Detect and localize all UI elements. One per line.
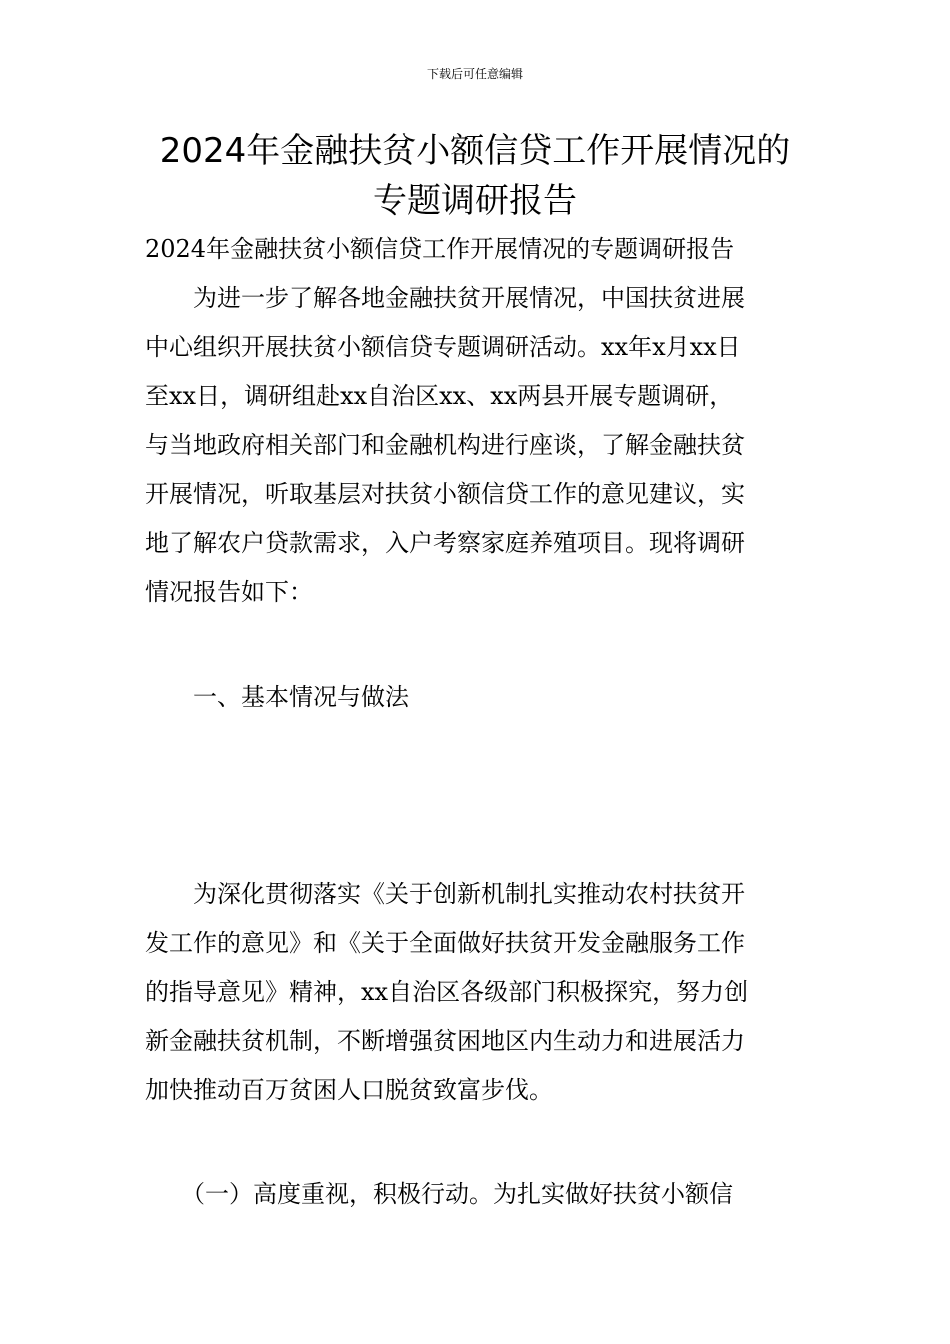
paragraph-line: 新金融扶贫机制，不断增强贫困地区内生动力和进展活力 — [145, 1027, 745, 1055]
paragraph-line: 至xx日，调研组赴xx自治区xx、xx两县开展专题调研， — [145, 382, 734, 410]
paragraph-line: （一）高度重视，积极行动。为扎实做好扶贫小额信 — [145, 1180, 733, 1208]
paragraph-line: 开展情况，听取基层对扶贫小额信贷工作的意见建议，实 — [145, 480, 745, 508]
paragraph-line: 的指导意见》精神，xx自治区各级部门积极探究，努力创 — [145, 978, 749, 1006]
document-title — [120, 126, 830, 226]
paragraph-line: 为进一步了解各地金融扶贫开展情况，中国扶贫进展 — [145, 284, 745, 312]
paragraph-line: 为深化贯彻落实《关于创新机制扎实推动农村扶贫开 — [145, 880, 745, 908]
document-title-line: 专题调研报告 — [373, 181, 577, 221]
subtitle-line: 2024年金融扶贫小额信贷工作开展情况的专题调研报告 — [145, 235, 735, 263]
document-title-line: 2024年金融扶贫小额信贷工作开展情况的 — [159, 131, 791, 171]
paragraph-line: 与当地政府相关部门和金融机构进行座谈，了解金融扶贫 — [145, 431, 745, 459]
paragraph-basic-situation — [145, 870, 809, 1115]
paragraph-line: 中心组织开展扶贫小额信贷专题调研活动。xx年x月xx日 — [145, 333, 741, 361]
section-heading-text: 一、基本情况与做法 — [145, 683, 409, 711]
paragraph-line: 地了解农户贷款需求，入户考察家庭养殖项目。现将调研 — [145, 529, 745, 557]
header-note: 下载后可任意编辑 — [426, 67, 523, 81]
paragraph-subsection-one — [145, 1170, 809, 1219]
paragraph-line: 情况报告如下： — [145, 578, 313, 606]
paragraph-line: 加快推动百万贫困人口脱贫致富步伐。 — [145, 1076, 553, 1104]
section-heading — [145, 673, 809, 722]
paragraph-line: 发工作的意见》和《关于全面做好扶贫开发金融服务工作 — [145, 929, 745, 957]
document-subtitle — [145, 225, 809, 274]
paragraph-intro — [145, 274, 809, 617]
